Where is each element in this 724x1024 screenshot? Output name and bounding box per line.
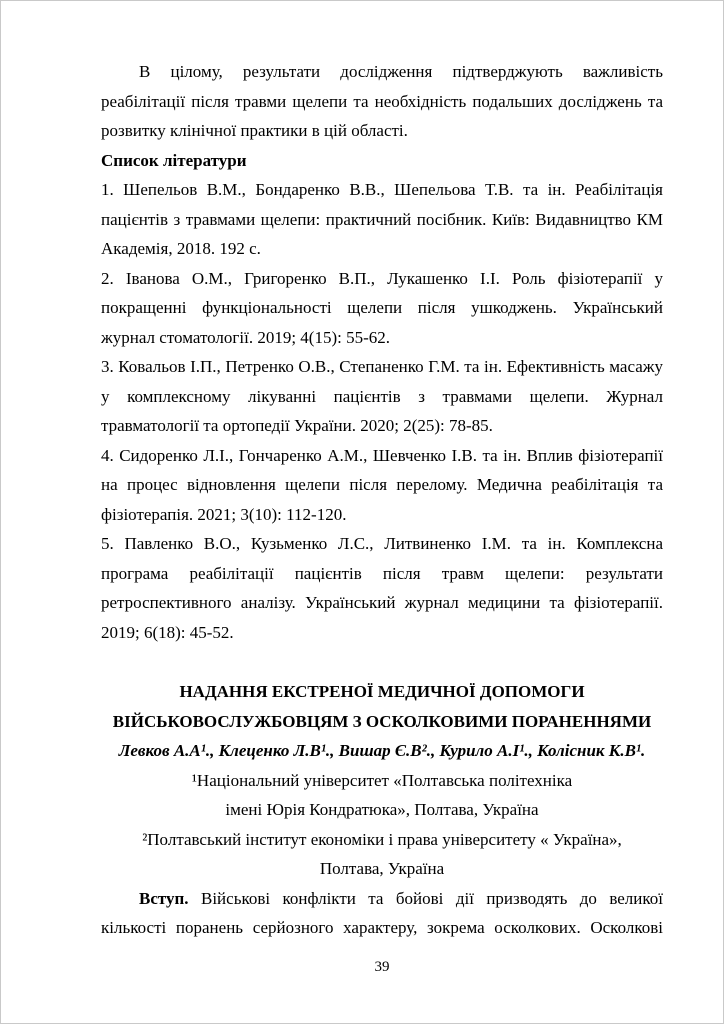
reference-item-2: 2. Іванова О.М., Григоренко В.П., Лукашенко І.І. Роль фізіотерапії у покращенні функціональності щелепи після ушкоджень. Український журнал стоматології. 2019; 4(15): 55-62. bbox=[101, 268, 663, 347]
conclusion-paragraph: В цілому, результати дослідження підтверджують важливість реабілітації після травми щелепи та необхідність подальших досліджень та розвитку клінічної практики в цій області. bbox=[101, 62, 663, 140]
references-heading: Список літератури bbox=[101, 150, 247, 170]
affiliation-1-line-1: ¹Національний університет «Полтавська політехніка bbox=[191, 770, 573, 790]
reference-item-5: 5. Павленко В.О., Кузьменко Л.С., Литвиненко І.М. та ін. Комплексна програма реабілітації пацієнтів після травм щелепи: результати ретроспективного аналізу. Український журнал медицини та фізіотерапії. 2019; 6(18): 45-52. bbox=[101, 534, 663, 642]
article-title: НАДАННЯ ЕКСТРЕНОЇ МЕДИЧНОЇ ДОПОМОГИ ВІЙСЬКОВОСЛУЖБОВЦЯМ З ОСКОЛКОВИМИ ПОРАНЕННЯМИ bbox=[112, 682, 652, 731]
affiliation-2-line-2: Полтава, Україна bbox=[319, 859, 445, 878]
affiliation-2-line-1: ²Полтавський інститут економіки і права університету « Україна», bbox=[142, 829, 622, 849]
article-authors: Левков А.А¹., Клеценко Л.В¹., Вишар Є.В²., Курило А.І¹., Колісник К.В¹. bbox=[118, 741, 646, 760]
intro-paragraph bbox=[101, 884, 663, 943]
reference-item-1: 1. Шепельов В.М., Бондаренко В.В., Шепельова Т.В. та ін. Реабілітація пацієнтів з травмами щелепи: практичний посібник. Київ: Видавництво КМ Академія, 2018. 192 с. bbox=[101, 180, 663, 258]
reference-item-3: 3. Ковальов І.П., Петренко О.В., Степаненко Г.М. та ін. Ефективність масажу у комплексному лікуванні пацієнтів з травмами щелепи. Журнал травматології та ортопедії України. 2020; 2(25): 78-85. bbox=[101, 357, 663, 435]
intro-text: Військові конфлікти та бойові дії призводять до великої кількості поранень серйозного характеру, зокрема осколкових. Осколкові bbox=[101, 888, 663, 937]
page-number: 39 bbox=[374, 959, 390, 975]
reference-item-4: 4. Сидоренко Л.І., Гончаренко А.М., Шевченко І.В. та ін. Вплив фізіотерапії на процес відновлення щелепи після перелому. Медична реабілітація та фізіотерапія. 2021; 3(10): 112-120. bbox=[101, 445, 663, 524]
affiliation-1-line-2: імені Юрія Кондратюка», Полтава, Україна bbox=[225, 800, 539, 819]
intro-lead-word: Вступ. bbox=[139, 888, 189, 908]
